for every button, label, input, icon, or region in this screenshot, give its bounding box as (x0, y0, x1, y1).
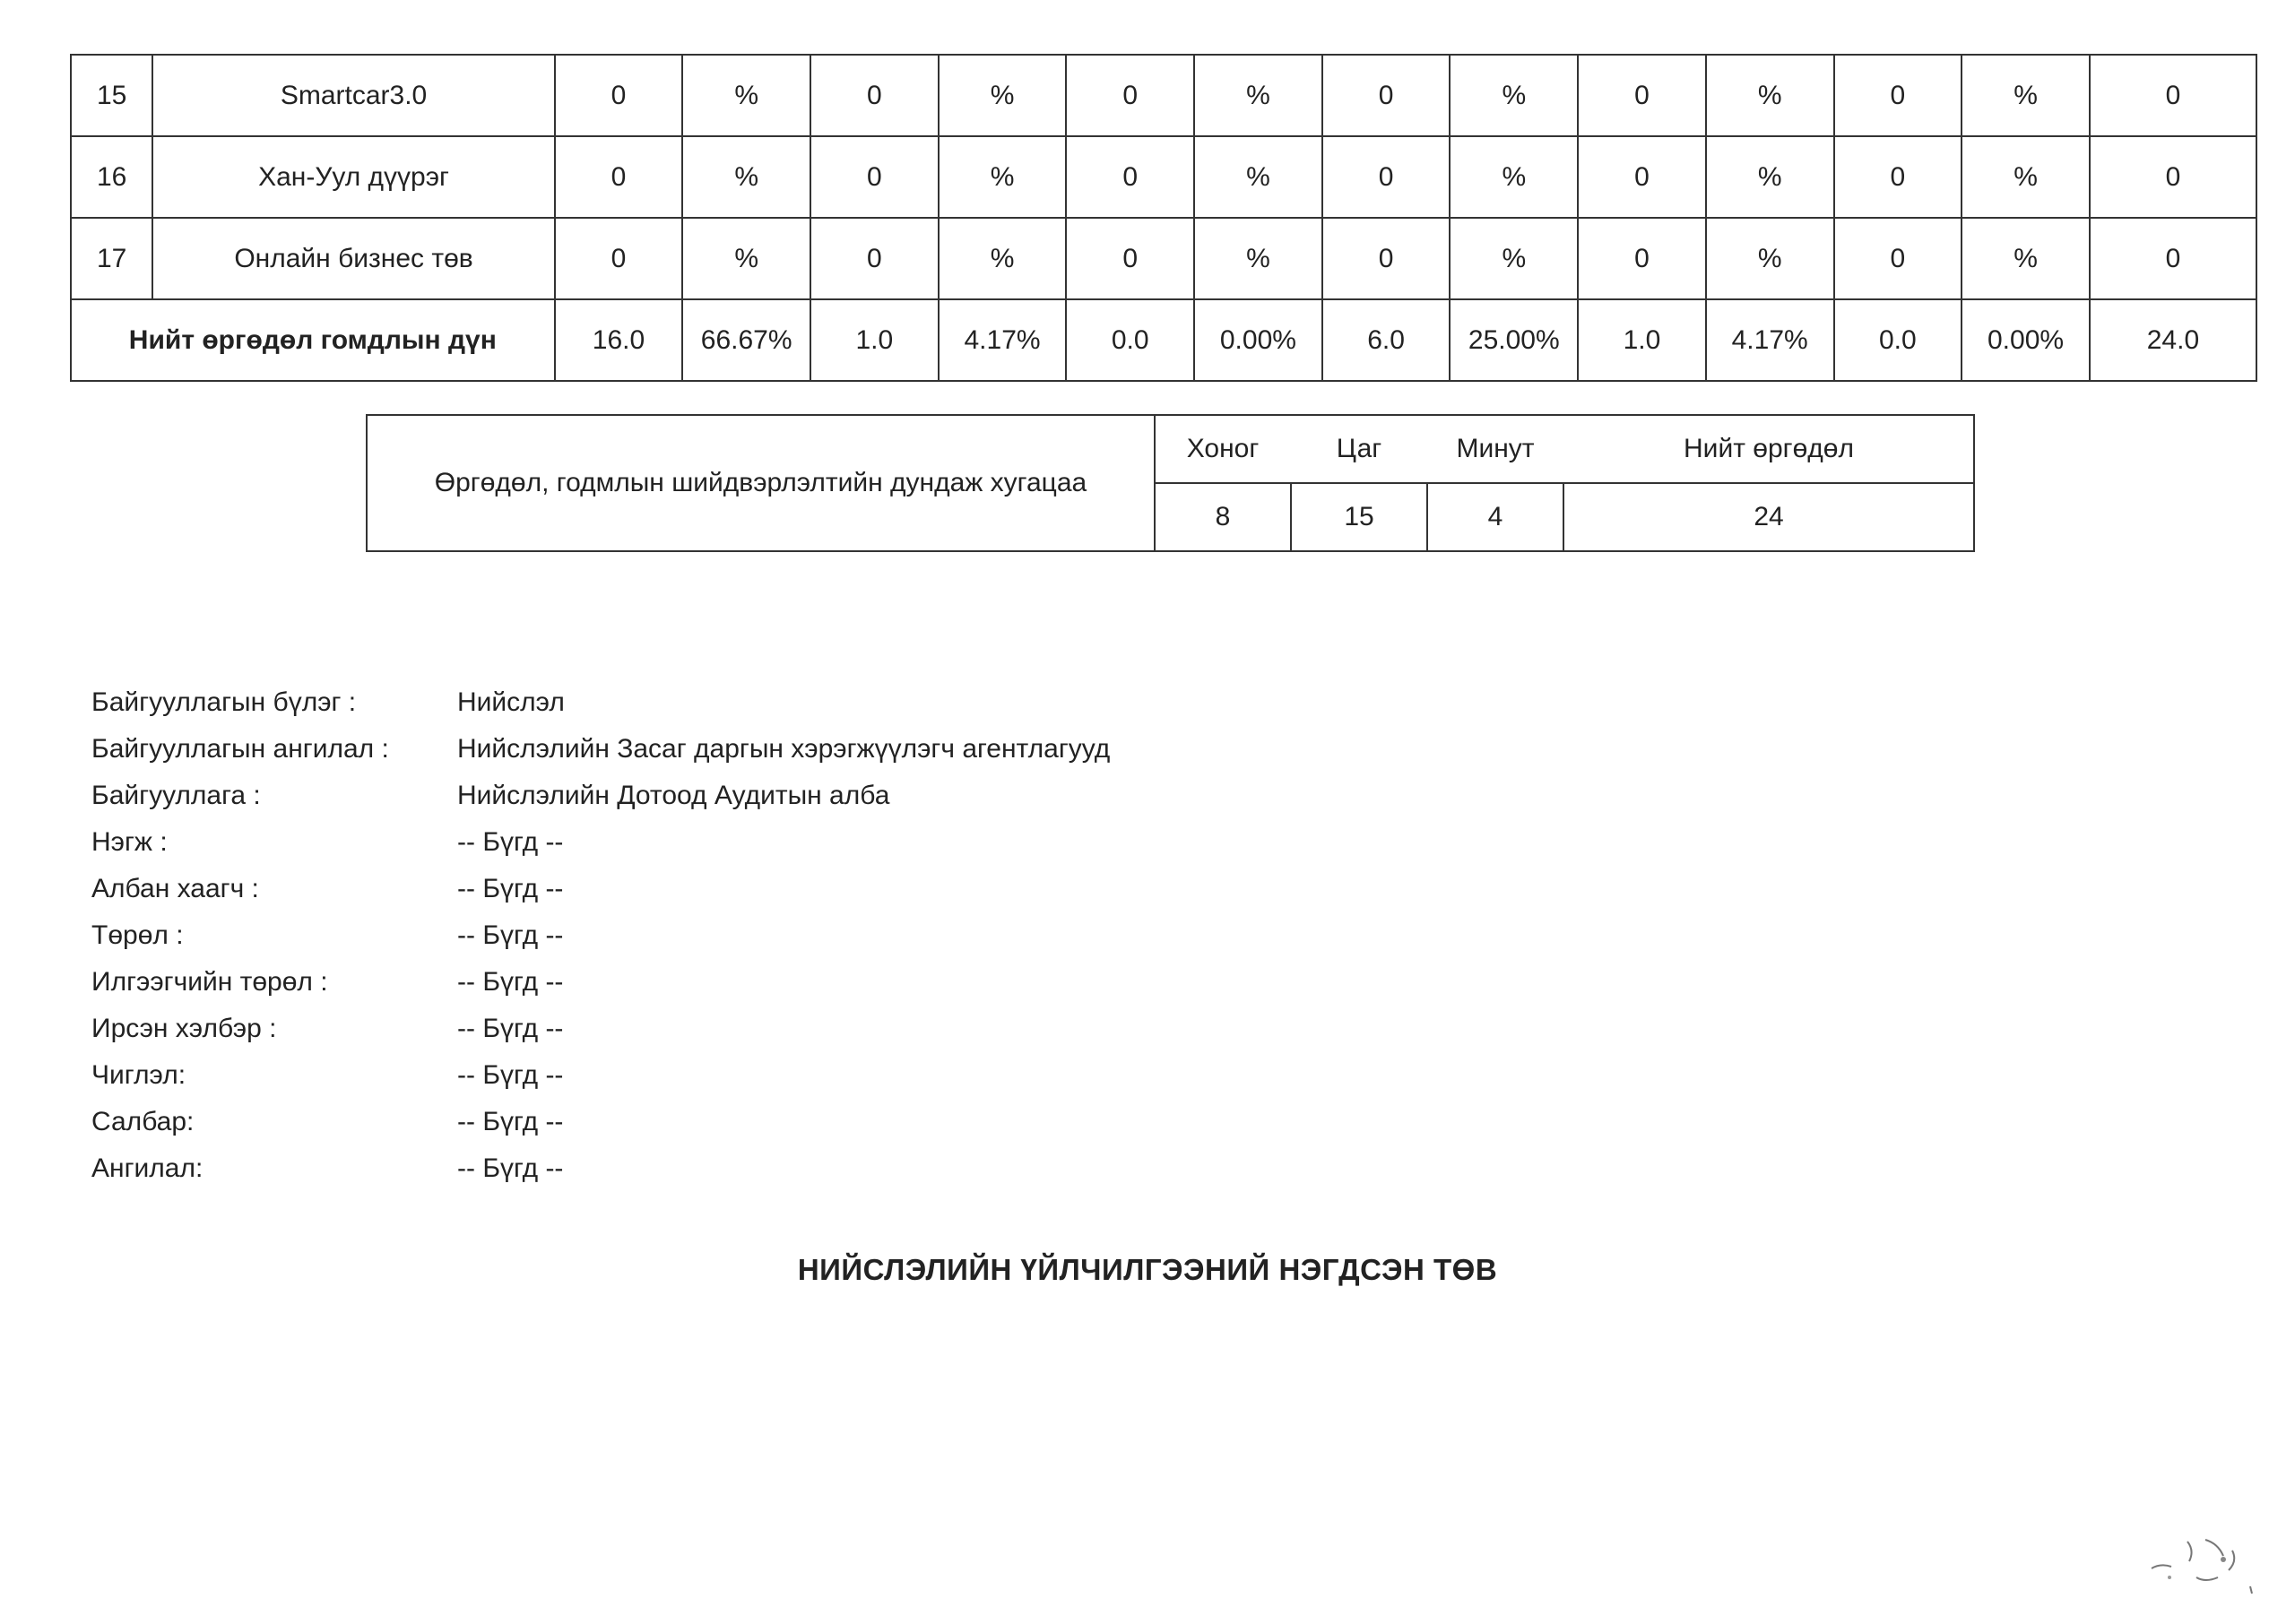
table-cell: % (939, 136, 1067, 218)
row-number: 17 (71, 218, 152, 299)
total-cell: 6.0 (1322, 299, 1451, 381)
table-cell: % (939, 218, 1067, 299)
total-cell: 4.17% (939, 299, 1067, 381)
stamp-mark-icon (2134, 1515, 2268, 1595)
table-cell: % (1194, 136, 1322, 218)
total-row (71, 299, 2256, 381)
row-name: Онлайн бизнес төв (152, 218, 554, 299)
filter-value: Нийслэл (457, 687, 565, 717)
total-cell: 0.00% (1962, 299, 2090, 381)
table-cell: 0 (1578, 136, 1706, 218)
table-row (71, 136, 2256, 218)
table-cell: 0 (555, 218, 683, 299)
filter-label: Байгууллагын бүлэг : (91, 687, 357, 717)
row-number: 15 (71, 55, 152, 136)
filter-value: -- Бүгд -- (457, 1107, 564, 1136)
total-cell: 0.0 (1834, 299, 1962, 381)
row-name: Smartcar3.0 (152, 55, 554, 136)
table-cell: 0 (810, 55, 939, 136)
table-row (71, 55, 2256, 136)
filter-value: -- Бүгд -- (457, 874, 564, 903)
filter-value: -- Бүгд -- (457, 1153, 564, 1183)
table-cell: % (1450, 136, 1578, 218)
filter-row (91, 866, 1110, 912)
table-cell: 0 (1578, 55, 1706, 136)
table-cell: 0 (810, 136, 939, 218)
minutes-value: 4 (1427, 483, 1563, 551)
filter-row (91, 726, 1110, 773)
filter-label: Илгээгчийн төрөл : (91, 967, 328, 997)
filter-label: Ангилал: (91, 1153, 204, 1183)
table-cell: 0 (810, 218, 939, 299)
table-cell: 0 (2090, 136, 2256, 218)
filter-value: -- Бүгд -- (457, 920, 564, 950)
table-cell: % (1706, 55, 1834, 136)
total-cell: 25.00% (1450, 299, 1578, 381)
table-cell: 0 (1322, 218, 1451, 299)
table-cell: 0 (1066, 218, 1194, 299)
table-cell: % (1194, 55, 1322, 136)
total-requests-header: Нийт өргөдөл (1563, 415, 1974, 483)
filter-row (91, 912, 1110, 959)
filter-row (91, 1145, 1110, 1192)
table-cell: 0 (2090, 218, 2256, 299)
table-cell: % (1194, 218, 1322, 299)
total-cell: 0.00% (1194, 299, 1322, 381)
total-label: Нийт өргөдөл гомдлын дүн (71, 299, 555, 381)
total-cell: 24.0 (2090, 299, 2256, 381)
table-cell: 0 (1834, 55, 1962, 136)
table-cell: 0 (555, 55, 683, 136)
total-requests-value: 24 (1563, 483, 1974, 551)
average-time-table (366, 414, 1975, 552)
filter-value: -- Бүгд -- (457, 1060, 564, 1090)
average-time-label: Өргөдөл, годмлын шийдвэрлэлтийн дундаж хугацаа (367, 415, 1155, 551)
table-cell: 0 (555, 136, 683, 218)
minutes-header: Минут (1427, 415, 1563, 483)
table-cell: % (682, 136, 810, 218)
table-cell: 0 (1834, 218, 1962, 299)
filter-row (91, 1052, 1110, 1099)
organization-footer-title: НИЙСЛЭЛИЙН ҮЙЛЧИЛГЭЭНИЙ НЭГДСЭН ТӨВ (797, 1253, 1498, 1286)
table-cell: % (682, 55, 810, 136)
table-cell: 0 (1834, 136, 1962, 218)
filter-label: Салбар: (91, 1107, 195, 1136)
table-cell: % (939, 55, 1067, 136)
filter-value: -- Бүгд -- (457, 967, 564, 997)
row-name: Хан-Уул дүүрэг (152, 136, 554, 218)
table-cell: 0 (1322, 55, 1451, 136)
filter-label: Байгууллагын ангилал : (91, 734, 389, 764)
table-cell: 0 (1066, 55, 1194, 136)
filter-label: Албан хаагч : (91, 874, 259, 903)
total-cell: 66.67% (682, 299, 810, 381)
filter-row (91, 1006, 1110, 1052)
days-value: 8 (1155, 483, 1291, 551)
table-cell: 0 (2090, 55, 2256, 136)
table-cell: % (1450, 218, 1578, 299)
filter-row (91, 819, 1110, 866)
total-cell: 1.0 (1578, 299, 1706, 381)
filter-row (91, 773, 1110, 819)
filter-row (91, 1099, 1110, 1145)
table-cell: 0 (1066, 136, 1194, 218)
days-header: Хоног (1155, 415, 1291, 483)
filter-label: Чиглэл: (91, 1060, 186, 1090)
table-cell: % (1962, 55, 2090, 136)
statistics-table (70, 54, 2257, 382)
total-cell: 4.17% (1706, 299, 1834, 381)
table-cell: 0 (1322, 136, 1451, 218)
filter-label: Байгууллага : (91, 781, 261, 810)
table-cell: % (1450, 55, 1578, 136)
table-cell: 0 (1578, 218, 1706, 299)
filter-row (91, 959, 1110, 1006)
filter-label: Төрөл : (91, 920, 184, 950)
filter-info (91, 679, 1110, 1192)
table-cell: % (682, 218, 810, 299)
hours-header: Цаг (1291, 415, 1427, 483)
filter-value: Нийслэлийн Засаг даргын хэрэгжүүлэгч агентлагууд (457, 734, 1111, 764)
table-cell: % (1706, 136, 1834, 218)
table-cell: % (1962, 136, 2090, 218)
total-cell: 1.0 (810, 299, 939, 381)
filter-label: Ирсэн хэлбэр : (91, 1014, 277, 1043)
row-number: 16 (71, 136, 152, 218)
table-cell: % (1962, 218, 2090, 299)
filter-value: Нийслэлийн Дотоод Аудитын алба (457, 781, 890, 810)
hours-value: 15 (1291, 483, 1427, 551)
filter-value: -- Бүгд -- (457, 1014, 564, 1043)
total-cell: 16.0 (555, 299, 683, 381)
filter-value: -- Бүгд -- (457, 827, 564, 857)
filter-row (91, 679, 1110, 726)
total-cell: 0.0 (1066, 299, 1194, 381)
table-cell: % (1706, 218, 1834, 299)
table-row (71, 218, 2256, 299)
filter-label: Нэгж : (91, 827, 168, 857)
